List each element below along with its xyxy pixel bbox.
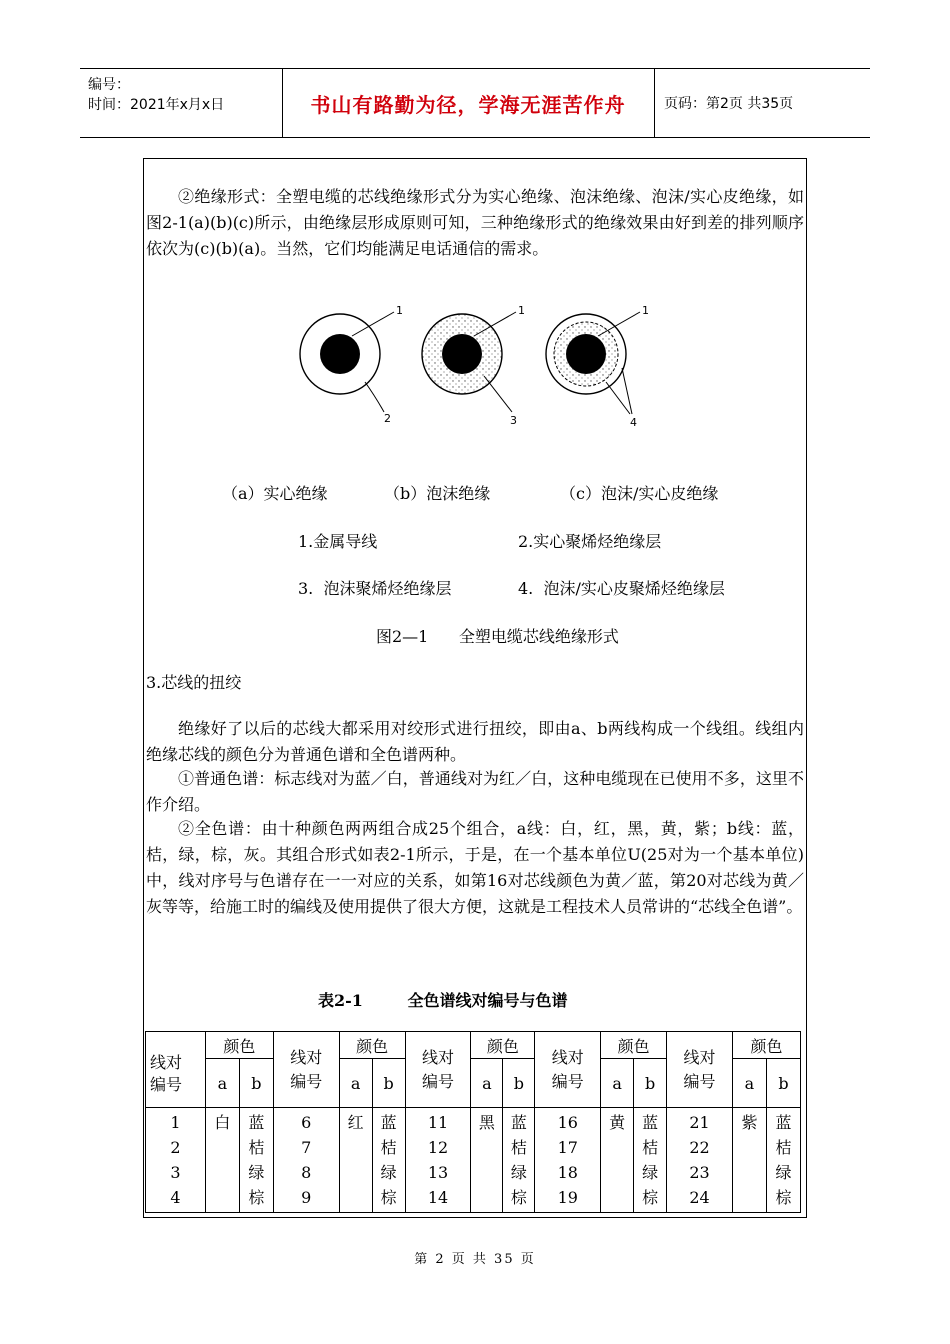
- caption-c: （c）泡沫/实心皮绝缘: [560, 484, 719, 503]
- legend-3: 3. 泡沫聚烯烃绝缘层: [298, 579, 452, 598]
- paragraph-1: 绝缘好了以后的芯线大都采用对绞形式进行扭绞，即由a、b两线构成一个线组。线组内绝缘芯线的颜色分为普通色谱和全色谱两种。: [146, 719, 804, 764]
- header-meta: [88, 75, 224, 115]
- paragraph-3: ②全色谱：由十种颜色两两组合成25个组合，a线：白，红，黑，黄，紫；b线：蓝，桔，绿，棕，灰。其组合形式如表2-1所示，于是，在一个基本单位U(25对为一个基本单位)中，线对序号与色谱存在一一对应的关系，如第16对芯线颜色为黄／蓝，第20对芯线为黄／灰等等，给施工时的编线及使用提供了很大方便，这就是工程技术人员常讲的“芯线全色谱”。: [146, 819, 804, 916]
- table-row: [146, 1108, 801, 1213]
- b-colors: 蓝 桔 绿 棕: [634, 1108, 667, 1213]
- figure-b-foam: [422, 304, 525, 427]
- header-page-info: 页码：第2页 共35页: [664, 96, 794, 112]
- b-colors: 蓝 桔 绿 棕: [766, 1108, 800, 1213]
- pair-numbers: 21 22 23 24: [667, 1108, 733, 1213]
- callout-label: 4: [630, 416, 637, 429]
- b-header: b: [766, 1059, 800, 1108]
- b-header: b: [239, 1059, 273, 1108]
- page-header: [80, 68, 870, 138]
- b-colors: 蓝 桔 绿 棕: [503, 1108, 535, 1213]
- section-title: 3.芯线的扭绞: [146, 673, 242, 692]
- b-header: b: [634, 1059, 667, 1108]
- a-header: a: [339, 1059, 372, 1108]
- legend-1: 1.金属导线: [298, 532, 378, 551]
- b-colors: 蓝 桔 绿 棕: [372, 1108, 405, 1213]
- a-header: a: [471, 1059, 503, 1108]
- page-footer: 第 2 页 共 35 页: [414, 1252, 536, 1267]
- color-header: 颜色: [205, 1032, 273, 1059]
- a-header: a: [732, 1059, 766, 1108]
- pair-no-header: 线对 编号: [273, 1032, 339, 1108]
- serial-label: 编号：: [88, 77, 130, 93]
- figure-title: 图2—1 全塑电缆芯线绝缘形式: [376, 627, 619, 646]
- pair-numbers: 6 7 8 9: [273, 1108, 339, 1213]
- callout-label: 1: [642, 304, 649, 317]
- color-code-table: [145, 1031, 801, 1213]
- figure-a-solid: [300, 304, 403, 425]
- callout-label: 1: [518, 304, 525, 317]
- insulation-figure: [290, 296, 670, 436]
- pair-no-header: 线对 编号: [146, 1032, 206, 1108]
- b-header: b: [372, 1059, 405, 1108]
- a-color: 紫: [732, 1108, 766, 1213]
- header-divider: [654, 69, 655, 137]
- figure-c-foam-skin: [546, 304, 649, 429]
- time-label: 时间：2021年x月x日: [88, 97, 225, 113]
- color-header: 颜色: [339, 1032, 405, 1059]
- a-header: a: [205, 1059, 239, 1108]
- a-header: a: [601, 1059, 634, 1108]
- a-color: 白: [205, 1108, 239, 1213]
- header-motto: 书山有路勤为径，学海无涯苦作舟: [310, 92, 626, 117]
- paragraph-2: ①普通色谱：标志线对为蓝／白，普通线对为红／白，这种电缆现在已使用不多，这里不作介绍。: [146, 769, 804, 814]
- callout-label: 1: [396, 304, 403, 317]
- callout-label: 2: [384, 412, 391, 425]
- header-divider: [282, 69, 283, 137]
- color-header: 颜色: [471, 1032, 535, 1059]
- caption-b: （b）泡沫绝缘: [384, 484, 491, 503]
- legend-2: 2.实心聚烯烃绝缘层: [518, 532, 662, 551]
- pair-no-header: 线对 编号: [667, 1032, 733, 1108]
- caption-a: （a）实心绝缘: [222, 484, 328, 503]
- a-color: 黄: [601, 1108, 634, 1213]
- pair-numbers: 1 2 3 4: [146, 1108, 206, 1213]
- a-color: 黑: [471, 1108, 503, 1213]
- pair-no-header: 线对 编号: [405, 1032, 471, 1108]
- pair-no-header: 线对 编号: [535, 1032, 601, 1108]
- intro-paragraph: ②绝缘形式：全塑电缆的芯线绝缘形式分为实心绝缘、泡沫绝缘、泡沫/实心皮绝缘，如图2-1(a)(b)(c)所示，由绝缘层形成原则可知，三种绝缘形式的绝缘效果由好到差的排列顺序依次为(c)(b)(a)。当然，它们均能满足电话通信的需求。: [146, 187, 804, 258]
- pair-numbers: 11 12 13 14: [405, 1108, 471, 1213]
- color-header: 颜色: [601, 1032, 667, 1059]
- b-colors: 蓝 桔 绿 棕: [239, 1108, 273, 1213]
- b-header: b: [503, 1059, 535, 1108]
- a-color: 红: [339, 1108, 372, 1213]
- callout-label: 3: [510, 414, 517, 427]
- legend-4: 4. 泡沫/实心皮聚烯烃绝缘层: [518, 579, 725, 598]
- pair-numbers: 16 17 18 19: [535, 1108, 601, 1213]
- color-header: 颜色: [732, 1032, 800, 1059]
- table-title: 表2-1 全色谱线对编号与色谱: [318, 991, 568, 1010]
